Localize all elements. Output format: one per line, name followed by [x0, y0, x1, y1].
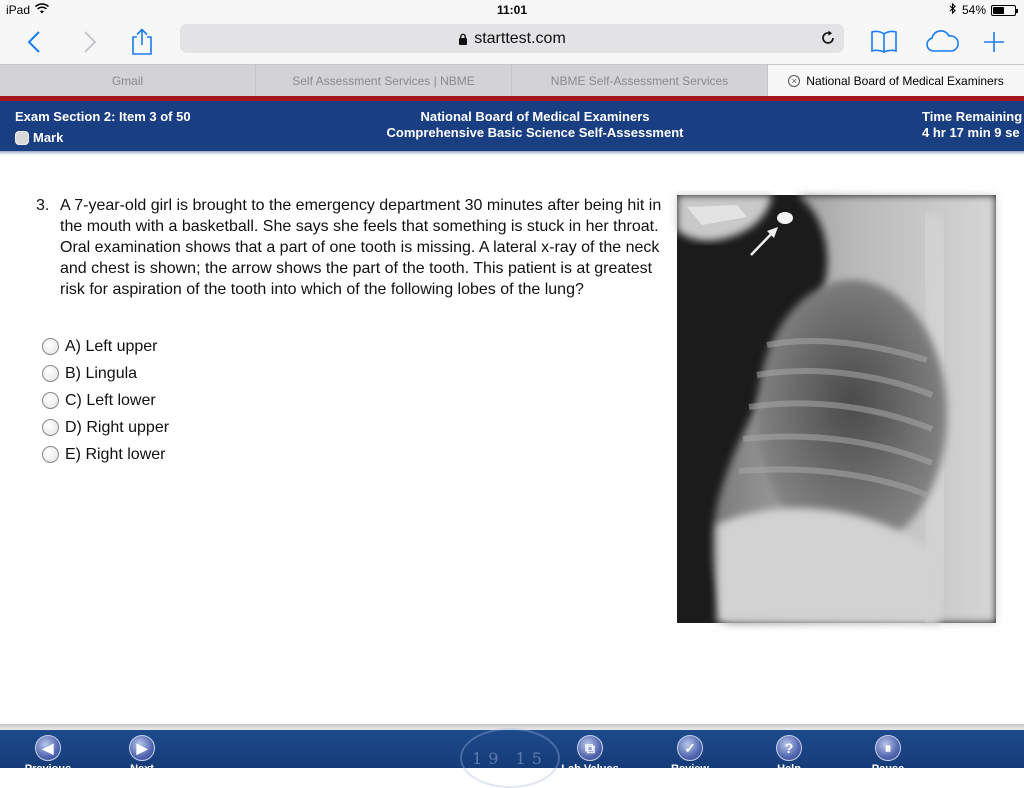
lab-values-button[interactable]: [540, 735, 640, 775]
tab-national-board[interactable]: [768, 65, 1024, 96]
tab-label: National Board of Medical Examiners: [806, 73, 1004, 88]
lateral-neck-chest-xray: [677, 195, 996, 623]
radio-button[interactable]: [42, 365, 59, 382]
tab-gmail[interactable]: [0, 65, 256, 96]
answer-choice-c[interactable]: [42, 387, 169, 414]
exam-navigation-bar: [0, 730, 1024, 775]
checkbox-icon: [15, 131, 29, 145]
choice-label: D) Right upper: [65, 418, 170, 436]
previous-button[interactable]: [0, 735, 98, 775]
reload-icon: [820, 30, 836, 46]
tab-label: Gmail: [111, 73, 144, 88]
battery-percent: 54%: [961, 3, 986, 17]
help-button[interactable]: [739, 735, 839, 775]
tab-label: Self Assessment Services | NBME: [292, 73, 475, 88]
help-label: Help: [777, 763, 801, 775]
close-tab-icon[interactable]: ×: [788, 75, 800, 87]
time-remaining-block: [922, 109, 1022, 141]
mark-label: Mark: [33, 130, 64, 145]
header-shadow: [0, 151, 1024, 155]
battery-fill: [993, 7, 1004, 14]
lock-icon: [458, 33, 468, 45]
back-button[interactable]: [18, 26, 50, 58]
tab-label: NBME Self-Assessment Services: [550, 73, 729, 88]
icloud-tabs-button[interactable]: [922, 26, 962, 58]
browser-toolbar: [0, 20, 1024, 64]
radio-button[interactable]: [42, 446, 59, 463]
device-name: iPad: [6, 3, 31, 17]
time-remaining-value: 4 hr 17 min 9 se: [922, 125, 1020, 140]
battery-icon: [991, 5, 1016, 16]
lab-values-icon: ⧉: [577, 735, 603, 761]
share-icon: [131, 28, 153, 56]
exam-title: Comprehensive Basic Science Self-Assessment: [386, 125, 684, 140]
reload-button[interactable]: [820, 30, 836, 51]
choice-label: B) Lingula: [65, 364, 138, 382]
pause-button[interactable]: [838, 735, 938, 775]
radio-button[interactable]: [42, 338, 59, 355]
choice-label: E) Right lower: [65, 445, 166, 463]
radio-button[interactable]: [42, 419, 59, 436]
share-button[interactable]: [126, 26, 158, 58]
exam-header: [0, 101, 1024, 151]
bluetooth-icon: [949, 3, 957, 17]
section-item-label: Exam Section 2: Item 3 of 50: [15, 109, 191, 124]
question-icon: ?: [776, 735, 802, 761]
chevron-left-icon: [27, 30, 41, 54]
arrow-right-icon: ▶: [129, 735, 155, 761]
next-label: Next: [130, 763, 154, 775]
pause-label: Pause: [871, 763, 905, 775]
nbme-seal-watermark: 19 15: [460, 728, 560, 788]
next-button[interactable]: [92, 735, 192, 775]
mark-checkbox[interactable]: [15, 130, 191, 145]
exam-title-block: [300, 109, 770, 141]
lab-values-label: Lab Values: [561, 763, 619, 775]
answer-choice-e[interactable]: [42, 441, 169, 468]
answer-choice-d[interactable]: [42, 414, 169, 441]
pause-icon: ⏸: [875, 735, 901, 761]
address-bar[interactable]: [180, 24, 844, 53]
cloud-icon: [924, 31, 960, 53]
choice-label: A) Left upper: [65, 337, 158, 355]
answer-choice-a[interactable]: [42, 333, 169, 360]
previous-label: Previous: [24, 763, 72, 775]
arrow-left-icon: ◀: [35, 735, 61, 761]
book-icon: [870, 30, 898, 54]
status-time: 11:01: [496, 3, 528, 17]
new-tab-button[interactable]: [978, 26, 1010, 58]
checkmark-icon: ✓: [677, 735, 703, 761]
review-button[interactable]: [640, 735, 740, 775]
radio-button[interactable]: [42, 392, 59, 409]
question-stem: [36, 195, 666, 300]
plus-icon: [983, 31, 1005, 53]
exam-progress: [15, 109, 191, 145]
status-bar: [0, 0, 1024, 20]
bookmarks-button[interactable]: [868, 26, 900, 58]
forward-button[interactable]: [74, 26, 106, 58]
tab-self-assessment-services[interactable]: [256, 65, 512, 96]
org-title: National Board of Medical Examiners: [420, 109, 650, 124]
status-right: [949, 3, 1016, 17]
choice-label: C) Left lower: [65, 391, 156, 409]
url-text: starttest.com: [474, 29, 566, 47]
time-remaining-label: Time Remaining: [922, 109, 1023, 124]
chevron-right-icon: [83, 30, 97, 54]
question-text: A 7-year-old girl is brought to the emergency department 30 minutes after being hit in the mouth with a basketball. She says she feels that something is stuck in her throat. Oral examination shows that a part of one tooth is missing. A lateral x-ray of the neck and chest is shown; the arrow shows the part of the tooth. This patient is at greatest risk for aspiration of the tooth into which of the following lobes of the lung?: [60, 197, 662, 298]
question-number: 3.: [36, 197, 50, 214]
answer-choices: [42, 333, 169, 468]
review-label: Review: [671, 763, 709, 775]
tab-nbme-self-assessment[interactable]: [512, 65, 768, 96]
browser-tabs: [0, 64, 1024, 96]
answer-choice-b[interactable]: [42, 360, 169, 387]
